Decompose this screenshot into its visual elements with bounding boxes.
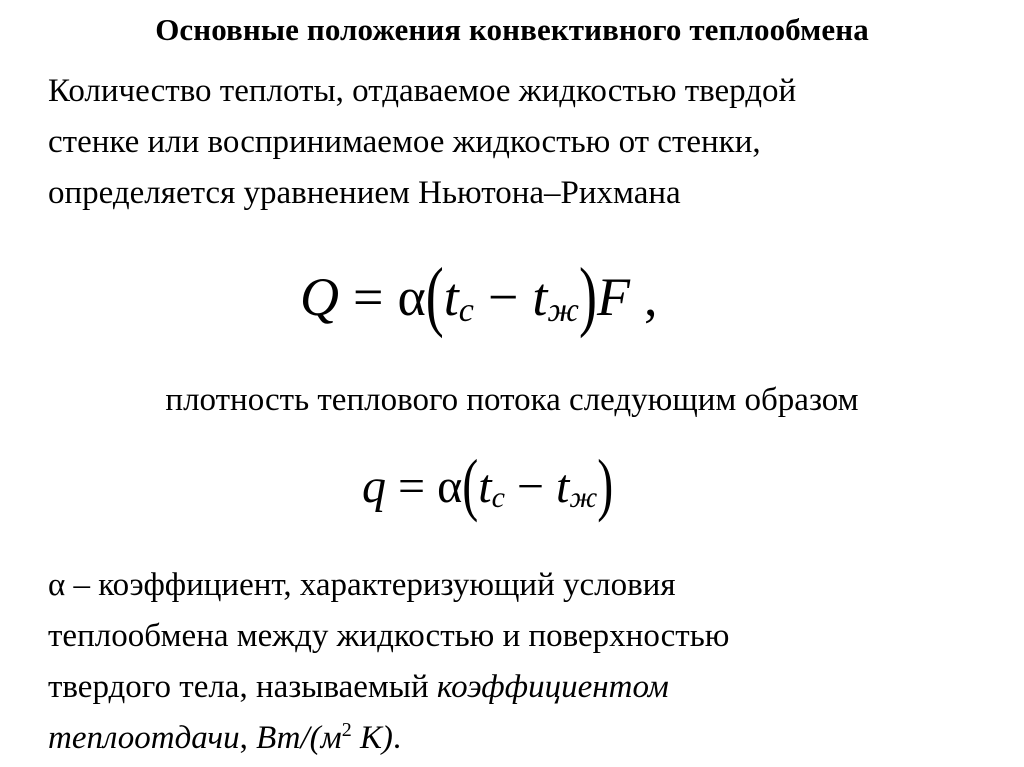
period: . bbox=[392, 720, 402, 756]
eq1-area: F bbox=[596, 267, 630, 327]
unit-prefix: Вт/(м bbox=[256, 720, 342, 756]
newton-richmann-equation bbox=[300, 252, 657, 342]
definition-line bbox=[48, 713, 988, 764]
unit-suffix: К) bbox=[351, 720, 393, 756]
eq2-left-paren: ( bbox=[462, 446, 479, 524]
eq2-lhs: q bbox=[362, 459, 386, 513]
eq2-minus: − bbox=[516, 459, 544, 513]
heat-flux-caption: плотность теплового потока следующим образом bbox=[165, 382, 859, 418]
eq2-alpha: α bbox=[437, 459, 463, 513]
eq2-equals: = bbox=[398, 459, 426, 513]
intro-line: стенке или воспринимаемое жидкостью от стенки, bbox=[48, 124, 761, 160]
eq1-equals: = bbox=[353, 267, 384, 327]
eq1-t-wall: t bbox=[443, 267, 459, 327]
eq1-comma: , bbox=[643, 267, 658, 327]
intro-paragraph bbox=[48, 66, 988, 219]
term-coefficient: коэффициентом bbox=[436, 669, 669, 705]
eq2-t-fluid: t bbox=[555, 459, 570, 513]
eq1-alpha: α bbox=[397, 267, 426, 327]
term-heat-transfer: теплоотдачи bbox=[48, 720, 240, 756]
eq2-sub-fluid: ж bbox=[569, 481, 598, 514]
definition-text: твердого тела, называемый bbox=[48, 669, 437, 705]
intro-line: определяется уравнением Ньютона–Рихмана bbox=[48, 175, 681, 211]
eq1-sub-fluid: ж bbox=[547, 292, 579, 329]
slide-title: Основные положения конвективного теплообмена bbox=[155, 12, 869, 47]
heat-flux-equation bbox=[362, 444, 613, 528]
eq2-sub-wall: с bbox=[491, 481, 505, 514]
definition-paragraph bbox=[48, 560, 988, 764]
eq1-left-paren: ( bbox=[425, 252, 444, 340]
eq2-right-paren: ) bbox=[597, 446, 614, 524]
definition-line: α – коэффициент, характеризующий условия bbox=[48, 567, 676, 603]
eq1-minus: − bbox=[487, 267, 519, 327]
eq1-t-fluid: t bbox=[532, 267, 548, 327]
definition-line bbox=[48, 662, 988, 713]
eq1-sub-wall: с bbox=[458, 292, 474, 329]
separator: , bbox=[239, 720, 257, 756]
eq1-lhs: Q bbox=[300, 267, 339, 327]
eq2-t-wall: t bbox=[478, 459, 492, 513]
eq1-right-paren: ) bbox=[578, 252, 597, 340]
intro-line: Количество теплоты, отдаваемое жидкостью твердой bbox=[48, 73, 797, 109]
definition-line: теплообмена между жидкостью и поверхностью bbox=[48, 618, 730, 654]
unit-superscript: 2 bbox=[341, 719, 352, 741]
